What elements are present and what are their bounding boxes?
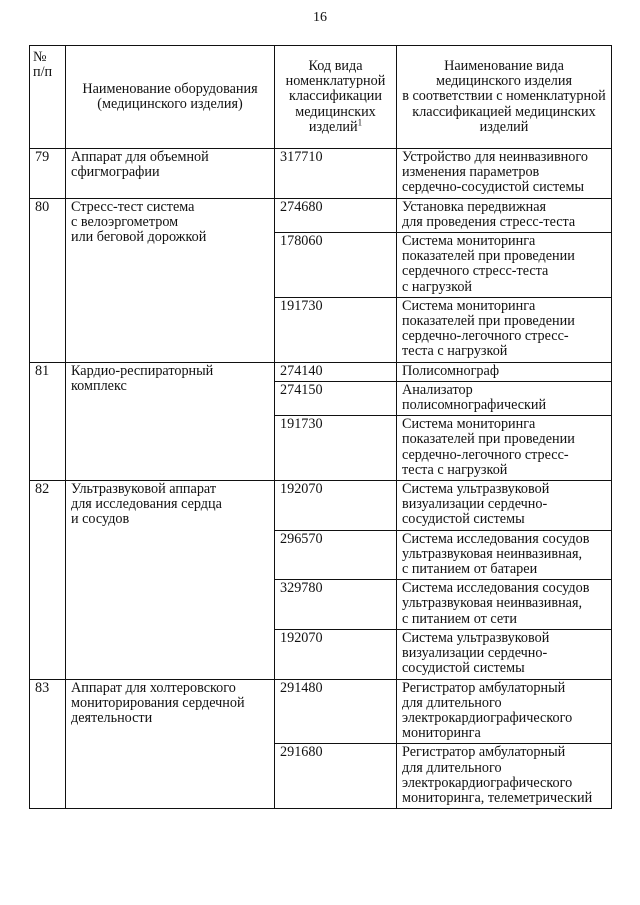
table-body	[30, 149, 612, 809]
row-number: 82	[30, 481, 66, 679]
classification-code: 291480	[275, 679, 397, 744]
classification-code: 192070	[275, 481, 397, 531]
classification-code: 274140	[275, 362, 397, 381]
table-row	[30, 679, 612, 744]
row-number: 81	[30, 362, 66, 480]
equipment-name: Кардио-респираторный комплекс	[66, 362, 275, 480]
device-type-name: Полисомнограф	[397, 362, 612, 381]
classification-code: 296570	[275, 530, 397, 580]
classification-code: 329780	[275, 580, 397, 630]
device-type-name: Анализатор полисомнографический	[397, 381, 612, 415]
device-type-name: Регистратор амбулаторный для длительного электрокардиографического мониторинга	[397, 679, 612, 744]
header-classification-code	[275, 46, 397, 149]
classification-code: 317710	[275, 149, 397, 199]
classification-code: 191730	[275, 416, 397, 481]
table-row	[30, 149, 612, 199]
row-number: 79	[30, 149, 66, 199]
equipment-name: Аппарат для холтеровского мониторирования сердечной деятельности	[66, 679, 275, 809]
table-header	[30, 46, 612, 149]
classification-code: 291680	[275, 744, 397, 809]
header-device-type-name: Наименование вида медицинского изделия в соответствии с номенклатурной классификацией медицинских изделий	[397, 46, 612, 149]
classification-code: 192070	[275, 629, 397, 679]
row-number: 83	[30, 679, 66, 809]
device-type-name: Регистратор амбулаторный для длительного электрокардиографического мониторинга, телеметрический	[397, 744, 612, 809]
device-type-name: Система исследования сосудов ультразвуковая неинвазивная, с питанием от сети	[397, 580, 612, 630]
classification-code: 274680	[275, 198, 397, 232]
table-row	[30, 362, 612, 381]
header-number: № п/п	[30, 46, 66, 149]
equipment-table	[29, 45, 612, 809]
header-equipment-name: Наименование оборудования (медицинского изделия)	[66, 46, 275, 149]
classification-code: 274150	[275, 381, 397, 415]
device-type-name: Система ультразвуковой визуализации сердечно- сосудистой системы	[397, 629, 612, 679]
table-header-row	[30, 46, 612, 149]
classification-code: 191730	[275, 297, 397, 362]
device-type-name: Устройство для неинвазивного изменения параметров сердечно-сосудистой системы	[397, 149, 612, 199]
device-type-name: Система ультразвуковой визуализации сердечно- сосудистой системы	[397, 481, 612, 531]
device-type-name: Установка передвижная для проведения стресс-теста	[397, 198, 612, 232]
table-row	[30, 481, 612, 531]
equipment-name: Аппарат для объемной сфигмографии	[66, 149, 275, 199]
equipment-name: Стресс-тест система с велоэргометром или беговой дорожкой	[66, 198, 275, 362]
device-type-name: Система мониторинга показателей при проведении сердечно-легочного стресс- теста с нагрузкой	[397, 297, 612, 362]
device-type-name: Система мониторинга показателей при проведении сердечного стресс-теста с нагрузкой	[397, 233, 612, 298]
header-code-footnote: 1	[357, 117, 363, 128]
device-type-name: Система исследования сосудов ультразвуковая неинвазивная, с питанием от батареи	[397, 530, 612, 580]
row-number: 80	[30, 198, 66, 362]
table-row	[30, 198, 612, 232]
equipment-name: Ультразвуковой аппарат для исследования сердца и сосудов	[66, 481, 275, 679]
classification-code: 178060	[275, 233, 397, 298]
page-number: 16	[313, 10, 327, 25]
header-code-text: Код вида номенклатурной классификации медицинских изделий	[285, 57, 386, 135]
device-type-name: Система мониторинга показателей при проведении сердечно-легочного стресс- теста с нагрузкой	[397, 416, 612, 481]
